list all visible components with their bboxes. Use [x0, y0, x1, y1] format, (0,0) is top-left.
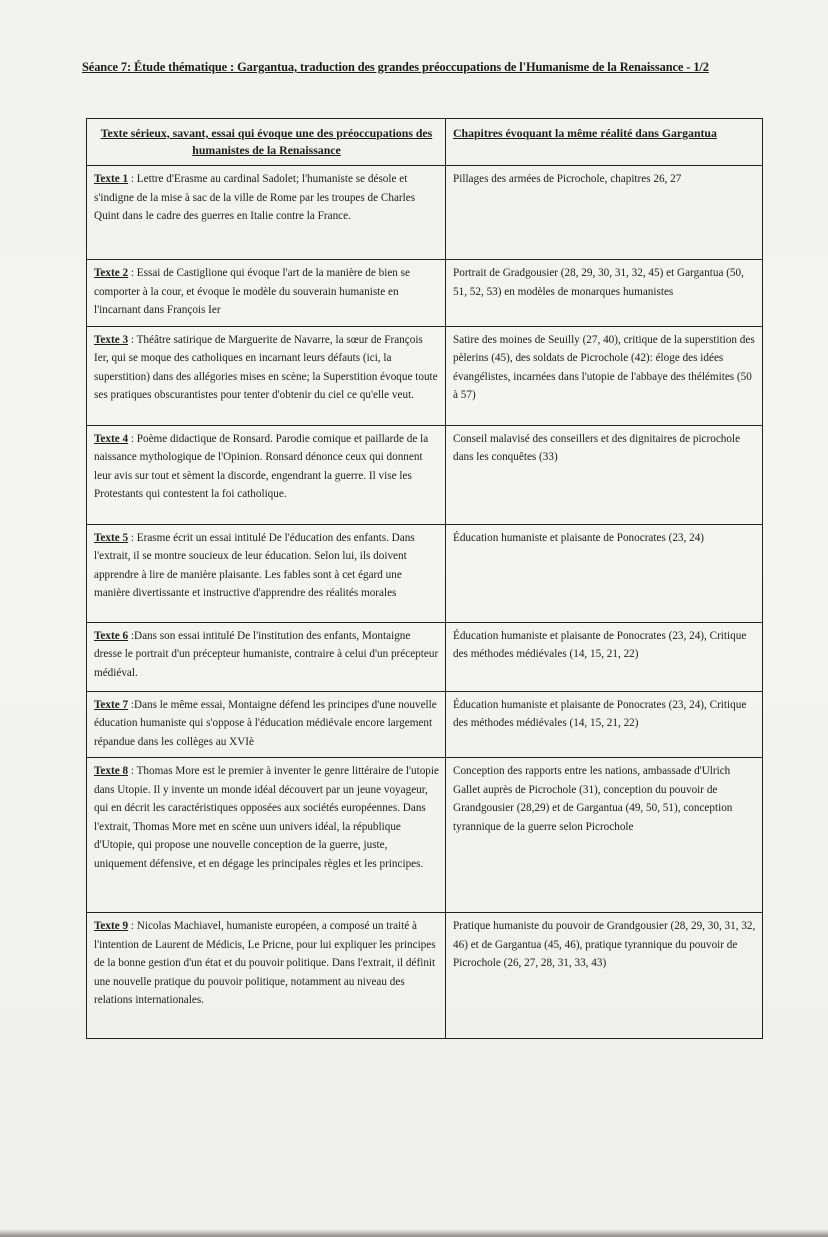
- text-description: : Lettre d'Erasme au cardinal Sadolet; l'humaniste se désole et s'indigne de la mise à sac de la ville de Rome par les troupes de Charles Quint dans le cadre des guerres en Italie contre la France.: [94, 173, 416, 222]
- table-row: [87, 758, 763, 913]
- chapters-cell: Pratique humaniste du pouvoir de Grandgousier (28, 29, 30, 31, 32, 46) et de Gargantua (45, 46), pratique tyrannique du pouvoir de Picrochole (26, 27, 28, 31, 33, 43): [446, 913, 763, 1039]
- table-row: [87, 166, 763, 260]
- text-description-cell: [87, 691, 446, 758]
- text-reference: Texte 4: [94, 432, 129, 445]
- chapters-cell: Conseil malavisé des conseillers et des dignitaires de picrochole dans les conquêtes (33): [446, 425, 763, 524]
- page-title: Séance 7: Étude thématique : Gargantua, traduction des grandes préoccupations de l'Humanisme de la Renaissance - 1/2: [82, 60, 709, 74]
- text-reference: Texte 6: [94, 629, 129, 642]
- text-reference: Texte 2: [94, 267, 129, 279]
- table-row: [87, 622, 763, 691]
- text-description-cell: [87, 913, 446, 1039]
- text-reference: Texte 7: [94, 698, 129, 711]
- text-description: : Nicolas Machiavel, humaniste européen, a composé un traité à l'intention de Laurent de Médicis, Le Pricne, pour lui expliquer les principes de la bonne gestion d'un état et du pouvoir politique. Dans l'extrait, il définit une nouvelle pratique du pouvoir politique, notamment au niveau des relations internationales.: [94, 920, 436, 1006]
- text-description-cell: [87, 166, 446, 260]
- chapters-cell: Éducation humaniste et plaisante de Ponocrates (23, 24), Critique des méthodes médiévales (14, 15, 21, 22): [446, 691, 763, 758]
- table-row: [87, 260, 763, 327]
- text-description-cell: [87, 622, 446, 691]
- text-description: : Essai de Castiglione qui évoque l'art de la manière de bien se comporter à la cour, et évoque le modèle du souverain humaniste en l'incarnant dans François Ier: [94, 267, 411, 316]
- table-row: [87, 326, 763, 425]
- text-description-cell: [87, 425, 446, 524]
- table-row: [87, 425, 763, 524]
- text-description-cell: [87, 758, 446, 913]
- chapters-cell: Pillages des armées de Picrochole, chapitres 26, 27: [446, 166, 763, 260]
- text-description: :Dans son essai intitulé De l'institution des enfants, Montaigne dresse le portrait d'un précepteur humaniste, contraire à celui d'un précepteur médiéval.: [94, 629, 439, 679]
- text-reference: Texte 8: [94, 765, 129, 777]
- text-description: : Erasme écrit un essai intitulé De l'éducation des enfants. Dans l'extrait, il se montre soucieux de leur éducation. Selon lui, ils doivent apprendre à lire de manière plaisante. Les fables sont à cet égard une manière divertissante et instructive d'apprendre des réalités morales: [94, 531, 415, 599]
- text-reference: Texte 1: [94, 173, 129, 185]
- chapters-cell: Éducation humaniste et plaisante de Ponocrates (23, 24), Critique des méthodes médiévales (14, 15, 21, 22): [446, 622, 763, 691]
- text-reference: Texte 3: [94, 333, 129, 346]
- text-description: : Thomas More est le premier à inventer le genre littéraire de l'utopie dans Utopie. Il y invente un monde idéal découvert par un jeune voyageur, qui en décrit les caractéristiques opposées aux sociétés européennes. Dans l'extrait, Thomas More met en scène uun univers idéal, la république d'Utopie, qui propose une nouvelle conception de la guerre, juste, uniquement défensive, et en dégage les principales règles et les principes.: [94, 765, 439, 870]
- text-description-cell: [87, 524, 446, 622]
- table-header-row: [87, 119, 763, 166]
- chapters-cell: Conception des rapports entre les nations, ambassade d'Ulrich Gallet auprès de Picrochole (31), conception du pouvoir de Grandgousier (28,29) et de Gargantua (49, 50, 51), conception tyrannique de la guerre selon Picrochole: [446, 758, 763, 913]
- chapters-cell: Satire des moines de Seuilly (27, 40), critique de la superstition des pèlerins (45), des soldats de Picrochole (42): éloge des idées évangélistes, incarnées dans l'utopie de l'abbaye des thélémites (50 à 57): [446, 326, 763, 425]
- header-left: Texte sérieux, savant, essai qui évoque une des préoccupations des humanistes de la Renaissance: [87, 119, 446, 166]
- text-reference: Texte 9: [94, 920, 129, 932]
- chapters-cell: Éducation humaniste et plaisante de Ponocrates (23, 24): [446, 524, 763, 622]
- text-description: :Dans le même essai, Montaigne défend les principes d'une nouvelle éducation humaniste qui s'oppose à l'éducation médiévale encore largement répandue dans les collèges au XVIè: [94, 698, 437, 748]
- themes-table: [86, 118, 763, 1039]
- page-edge-shadow: [0, 1229, 828, 1237]
- table-row: [87, 524, 763, 622]
- text-reference: Texte 5: [94, 531, 129, 544]
- table-row: [87, 691, 763, 758]
- header-right: Chapitres évoquant la même réalité dans Gargantua: [446, 119, 763, 166]
- table-body: [87, 166, 763, 1039]
- text-description: : Poème didactique de Ronsard. Parodie comique et paillarde de la naissance mythologique de l'Opinion. Ronsard dénonce ceux qui donnent leur avis sur tout et sèment la discorde, engendrant la guerre. Il vise les Protestants qui contestent la foi catholique.: [94, 432, 429, 500]
- chapters-cell: Portrait de Gradgousier (28, 29, 30, 31, 32, 45) et Gargantua (50, 51, 52, 53) en modèles de monarques humanistes: [446, 260, 763, 327]
- text-description: : Théâtre satirique de Marguerite de Navarre, la sœur de François Ier, qui se moque des catholiques en incarnant leurs défauts (ici, la superstition) dans des allégories mises en scène; la Superstition évoque toute ses pratiques obscurantistes pour tenter d'obtenir du ciel ce qu'elle veut.: [94, 333, 438, 401]
- text-description-cell: [87, 326, 446, 425]
- text-description-cell: [87, 260, 446, 327]
- table-row: [87, 913, 763, 1039]
